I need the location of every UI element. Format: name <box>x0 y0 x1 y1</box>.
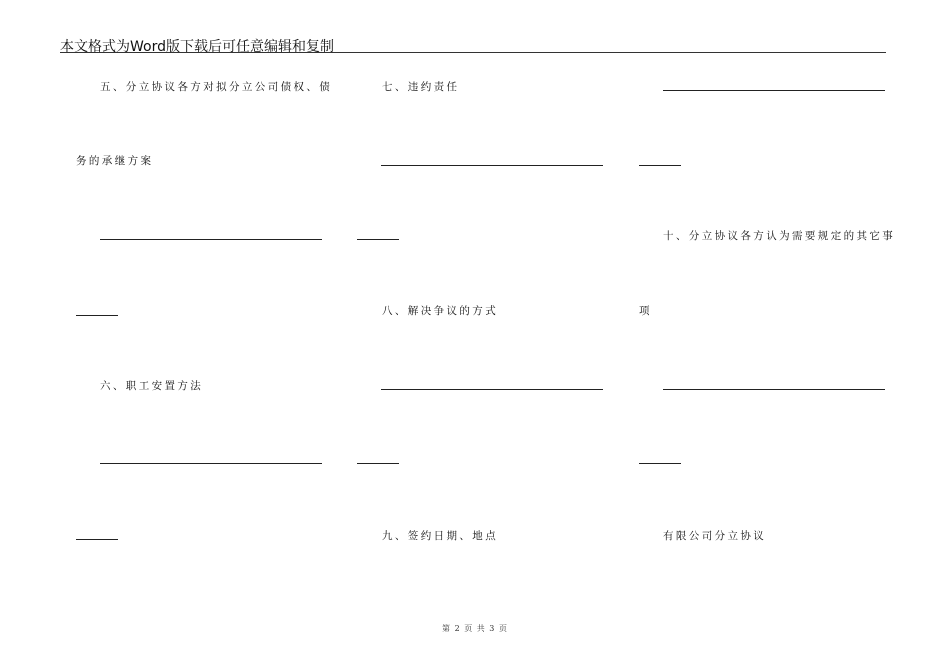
closing-company-agreement: 有限公司分立协议 <box>663 530 767 542</box>
item9-fill-line-short <box>639 165 681 166</box>
item9-fill-line-long <box>663 90 885 91</box>
item5-heading-line1: 五、分立协议各方对拟分立公司债权、债 <box>100 81 333 93</box>
item10-heading-line2: 项 <box>639 305 652 317</box>
item7-heading: 七、违约责任 <box>382 81 460 93</box>
item10-fill-line-long <box>663 389 885 390</box>
item8-fill-line-long <box>381 389 603 390</box>
item10-heading-line1: 十、分立协议各方认为需要规定的其它事 <box>663 230 896 242</box>
item8-heading: 八、解决争议的方式 <box>382 305 499 317</box>
item10-fill-line-short <box>639 463 681 464</box>
item5-fill-line-long <box>100 239 322 240</box>
item7-fill-line-long <box>381 165 603 166</box>
header-divider <box>60 52 886 53</box>
item6-fill-line-short <box>76 539 118 540</box>
item6-heading: 六、职工安置方法 <box>100 380 204 392</box>
item9-heading: 九、签约日期、地点 <box>382 530 499 542</box>
page-number-footer: 第 2 页 共 3 页 <box>442 624 508 633</box>
document-header-title: 本文格式为Word版下载后可任意编辑和复制 <box>60 39 334 55</box>
item6-fill-line-long <box>100 463 322 464</box>
item7-fill-line-short <box>357 239 399 240</box>
item5-fill-line-short <box>76 315 118 316</box>
item8-fill-line-short <box>357 463 399 464</box>
item5-heading-line2: 务的承继方案 <box>76 155 154 167</box>
